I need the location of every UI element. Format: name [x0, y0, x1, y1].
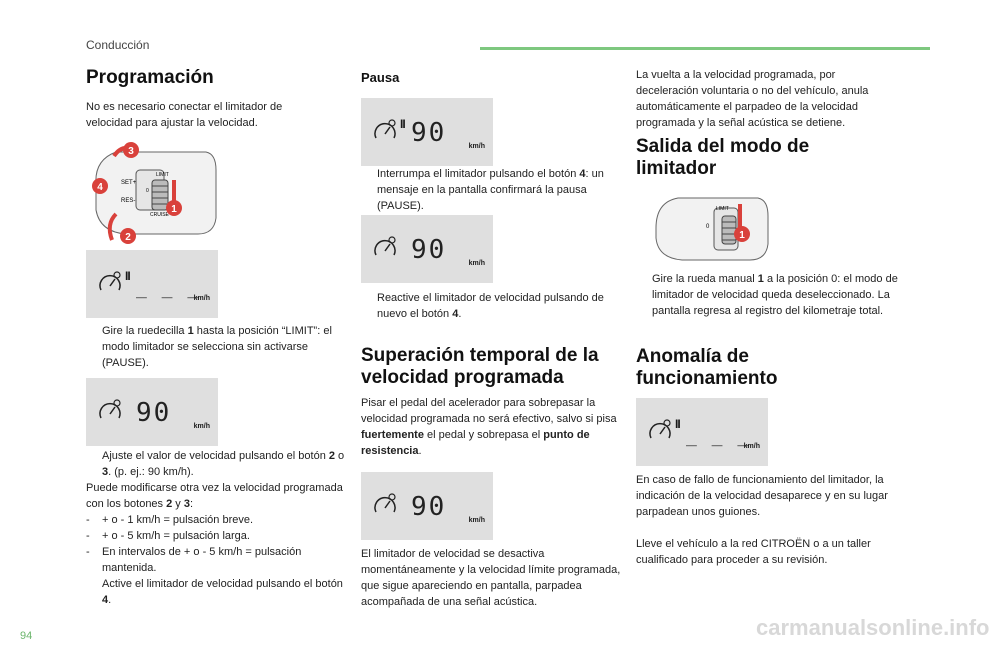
speed-value: _ _ _ [136, 278, 201, 299]
dash-list [86, 512, 346, 576]
speed-display-paused-dashes [86, 250, 218, 318]
pause-indicator: II [675, 417, 680, 431]
list-item: - + o - 1 km/h = pulsación breve. [86, 514, 254, 526]
speed-unit: km/h [468, 143, 485, 150]
page-number: 94 [20, 630, 33, 642]
svg-text:3: 3 [128, 146, 134, 157]
svg-text:2: 2 [125, 232, 131, 243]
svg-text:1: 1 [739, 230, 745, 241]
anomalia-text-1: En caso de fallo de funcionamiento del limitador, la indicación de la velocidad desaparece y en su lugar parpadean unos guiones. [636, 474, 888, 518]
speed-display-paused-90 [361, 98, 493, 166]
speed-value: _ _ _ [686, 426, 751, 447]
speed-limiter-stalk-illustration [86, 140, 218, 244]
watermark: carmanualsonline.info [756, 615, 990, 640]
svg-text:1: 1 [171, 204, 177, 215]
pause-indicator: II [400, 117, 405, 131]
limit-label: LIMIT [716, 206, 729, 212]
step-programacion-2: Ajuste el valor de velocidad pulsando el botón 2 o 3. (p. ej.: 90 km/h). [102, 450, 345, 478]
step-pausa-2: Reactive el limitador de velocidad pulsando de nuevo el botón 4. [377, 292, 604, 320]
superacion-text: Pisar el pedal del acelerador para sobrepasar la velocidad programada no será efectivo, salvo si pisa fuertemente el pedal y sobrepasa el punto de resistencia. [361, 397, 617, 457]
step-programacion-3: Active el limitador de velocidad pulsando el botón 4. [102, 578, 343, 606]
step-programacion-1: Gire la ruedecilla 1 hasta la posición “LIMIT”: el modo limitador se selecciona sin activarse (PAUSE). [102, 325, 332, 369]
cruise-label: CRUISE [150, 212, 169, 218]
heading-programacion: Programación [86, 67, 214, 88]
anomalia-text-2: Lleve el vehículo a la red CITROËN o a un taller cualificado para proceder a su revisión. [636, 538, 871, 566]
speed-unit: km/h [468, 517, 485, 524]
section-header: Conducción [86, 38, 150, 52]
heading-pausa: Pausa [361, 70, 400, 85]
speed-unit: km/h [193, 423, 210, 430]
zero-label: 0 [146, 188, 149, 194]
list-item: - + o - 5 km/h = pulsación larga. [86, 530, 250, 542]
speed-limiter-icon [98, 272, 122, 296]
speed-limiter-icon [373, 494, 397, 518]
setplus-label: SET+ [121, 180, 137, 186]
speed-value: 90 [411, 118, 447, 148]
speed-value: 90 [136, 398, 172, 428]
heading-superacion: Superación temporal de la velocidad programada [361, 345, 599, 388]
step-pausa-1: Interrumpa el limitador pulsando el botón 4: un mensaje en la pantalla confirmará la pausa (PAUSE). [377, 168, 604, 212]
speed-display-90 [361, 472, 493, 540]
col3-intro: La vuelta a la velocidad programada, por deceleración voluntaria o no del vehículo, anula automáticamente el parpadeo de la velocidad programada y la señal acústica se detiene. [636, 69, 869, 129]
limiter-exit-stalk-illustration [648, 188, 772, 268]
limit-label: LIMIT [156, 172, 169, 178]
heading-anomalia: Anomalía de funcionamiento [636, 346, 778, 389]
speed-limiter-icon [373, 120, 397, 144]
svg-text:4: 4 [97, 182, 103, 193]
speed-value: 90 [411, 492, 447, 522]
header-accent-bar [480, 47, 930, 50]
setminus-label: RES- [121, 198, 136, 204]
speed-display-paused-dashes [636, 398, 768, 466]
zero-label: 0 [706, 224, 710, 230]
superacion-note: El limitador de velocidad se desactiva momentáneamente y la velocidad límite programada, que sigue apareciendo en pantalla, parpadea acompañada de una señal acústica. [361, 548, 621, 608]
heading-salida: Salida del modo de limitador [636, 136, 810, 179]
speed-unit: km/h [743, 443, 760, 450]
speed-limiter-icon [98, 400, 122, 424]
speed-limiter-icon [373, 237, 397, 261]
speed-value: 90 [411, 235, 447, 265]
speed-unit: km/h [193, 295, 210, 302]
intro-text: No es necesario conectar el limitador de velocidad para ajustar la velocidad. [86, 101, 283, 129]
list-item: - En intervalos de + o - 5 km/h = pulsación mantenida. [86, 546, 302, 574]
speed-unit: km/h [468, 260, 485, 267]
step-salida: Gire la rueda manual 1 a la posición 0: el modo de limitador de velocidad queda deseleccionado. La pantalla regresa al registro del kilometraje total. [652, 273, 898, 317]
speed-display-90 [361, 215, 493, 283]
speed-limiter-icon [648, 420, 672, 444]
modify-text: Puede modificarse otra vez la velocidad programada con los botones 2 y 3: [86, 482, 343, 510]
pause-indicator: II [125, 269, 130, 283]
speed-display-90 [86, 378, 218, 446]
